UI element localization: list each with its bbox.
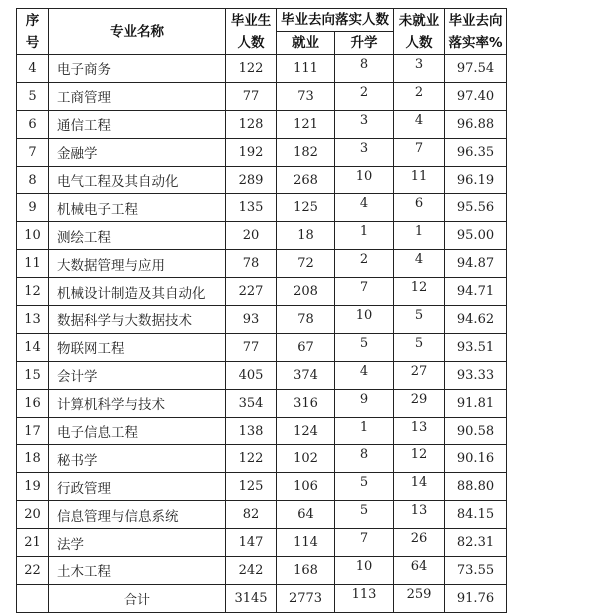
row-seq: 13 [17,306,49,334]
row-further-study: 4 [335,194,394,222]
row-employed: 168 [277,557,335,585]
row-employed: 106 [277,473,335,501]
row-further-study: 1 [335,417,394,445]
row-further-study: 3 [335,110,394,138]
row-unemployed: 4 [394,110,445,138]
row-seq: 14 [17,333,49,361]
row-rate: 90.58 [445,417,507,445]
row-unemployed: 29 [394,389,445,417]
row-seq: 21 [17,529,49,557]
row-further-study: 2 [335,82,394,110]
row-major: 电子信息工程 [49,417,226,445]
row-graduates: 289 [226,166,277,194]
row-unemployed: 7 [394,138,445,166]
row-seq: 8 [17,166,49,194]
row-rate: 88.80 [445,473,507,501]
row-unemployed: 11 [394,166,445,194]
table-row [17,389,507,417]
row-graduates: 135 [226,194,277,222]
row-rate: 91.81 [445,389,507,417]
row-major: 电气工程及其自动化 [49,166,226,194]
row-employed: 114 [277,529,335,557]
row-seq: 10 [17,222,49,250]
row-rate: 94.71 [445,278,507,306]
row-employed: 73 [277,82,335,110]
row-rate: 95.00 [445,222,507,250]
row-employed: 67 [277,333,335,361]
row-graduates: 20 [226,222,277,250]
row-unemployed: 27 [394,361,445,389]
row-rate: 93.51 [445,333,507,361]
row-employed: 182 [277,138,335,166]
table-row [17,166,507,194]
row-unemployed: 2 [394,82,445,110]
row-further-study: 4 [335,361,394,389]
row-unemployed: 26 [394,529,445,557]
row-further-study: 5 [335,333,394,361]
table-row [17,333,507,361]
total-employed: 2773 [277,584,335,612]
table-row [17,222,507,250]
row-employed: 72 [277,250,335,278]
row-major: 机械设计制造及其自动化 [49,278,226,306]
row-seq: 6 [17,110,49,138]
table-row [17,557,507,585]
row-employed: 64 [277,501,335,529]
row-further-study: 10 [335,306,394,334]
row-major: 土木工程 [49,557,226,585]
row-graduates: 77 [226,333,277,361]
row-graduates: 77 [226,82,277,110]
row-seq: 11 [17,250,49,278]
row-graduates: 138 [226,417,277,445]
row-major: 物联网工程 [49,333,226,361]
table-row [17,417,507,445]
row-rate: 82.31 [445,529,507,557]
row-major: 法学 [49,529,226,557]
row-major: 通信工程 [49,110,226,138]
row-major: 机械电子工程 [49,194,226,222]
row-major: 金融学 [49,138,226,166]
table-row [17,445,507,473]
row-graduates: 192 [226,138,277,166]
row-employed: 18 [277,222,335,250]
table-row [17,55,507,83]
row-unemployed: 5 [394,306,445,334]
total-graduates: 3145 [226,584,277,612]
row-graduates: 125 [226,473,277,501]
table-row [17,278,507,306]
header-unemployed: 未就业 人数 [394,9,445,55]
row-further-study: 5 [335,473,394,501]
row-further-study: 10 [335,166,394,194]
row-unemployed: 3 [394,55,445,83]
row-graduates: 82 [226,501,277,529]
row-rate: 97.54 [445,55,507,83]
row-major: 信息管理与信息系统 [49,501,226,529]
row-unemployed: 13 [394,501,445,529]
row-seq: 16 [17,389,49,417]
table-row [17,361,507,389]
row-major: 大数据管理与应用 [49,250,226,278]
row-seq: 4 [17,55,49,83]
row-rate: 96.88 [445,110,507,138]
table-row [17,473,507,501]
row-major: 电子商务 [49,55,226,83]
header-further-study: 升学 [335,32,394,55]
row-rate: 95.56 [445,194,507,222]
row-graduates: 78 [226,250,277,278]
row-further-study: 8 [335,445,394,473]
row-further-study: 9 [335,389,394,417]
row-further-study: 5 [335,501,394,529]
table-row [17,529,507,557]
row-rate: 93.33 [445,361,507,389]
table-row [17,138,507,166]
table-row [17,82,507,110]
row-seq: 15 [17,361,49,389]
header-placed-group: 毕业去向落实人数 [277,9,394,32]
row-employed: 208 [277,278,335,306]
row-graduates: 354 [226,389,277,417]
row-employed: 316 [277,389,335,417]
total-row [17,584,507,612]
table-body [17,55,507,613]
total-unemployed: 259 [394,584,445,612]
row-unemployed: 12 [394,278,445,306]
row-further-study: 7 [335,278,394,306]
row-major: 行政管理 [49,473,226,501]
row-unemployed: 13 [394,417,445,445]
row-employed: 111 [277,55,335,83]
row-seq: 18 [17,445,49,473]
row-employed: 125 [277,194,335,222]
table-row [17,250,507,278]
row-further-study: 3 [335,138,394,166]
total-seq [17,584,49,612]
row-unemployed: 4 [394,250,445,278]
row-rate: 96.19 [445,166,507,194]
row-major: 数据科学与大数据技术 [49,306,226,334]
row-rate: 94.87 [445,250,507,278]
row-seq: 9 [17,194,49,222]
row-rate: 84.15 [445,501,507,529]
row-unemployed: 5 [394,333,445,361]
row-unemployed: 12 [394,445,445,473]
row-graduates: 93 [226,306,277,334]
row-employed: 102 [277,445,335,473]
header-seq: 序 号 [17,9,49,55]
row-seq: 5 [17,82,49,110]
row-employed: 374 [277,361,335,389]
row-seq: 12 [17,278,49,306]
row-major: 计算机科学与技术 [49,389,226,417]
row-graduates: 405 [226,361,277,389]
row-unemployed: 64 [394,557,445,585]
row-major: 会计学 [49,361,226,389]
row-employed: 124 [277,417,335,445]
row-seq: 20 [17,501,49,529]
row-rate: 94.62 [445,306,507,334]
row-rate: 96.35 [445,138,507,166]
header-graduates: 毕业生 人数 [226,9,277,55]
header-rate: 毕业去向 落实率% [445,9,507,55]
row-major: 工商管理 [49,82,226,110]
row-employed: 78 [277,306,335,334]
row-seq: 17 [17,417,49,445]
row-major: 秘书学 [49,445,226,473]
header-major: 专业名称 [49,9,226,55]
row-further-study: 8 [335,55,394,83]
row-graduates: 227 [226,278,277,306]
header-employed: 就业 [277,32,335,55]
row-further-study: 10 [335,557,394,585]
table-row [17,194,507,222]
row-graduates: 242 [226,557,277,585]
row-unemployed: 14 [394,473,445,501]
row-employed: 268 [277,166,335,194]
row-employed: 121 [277,110,335,138]
row-major: 测绘工程 [49,222,226,250]
table-row [17,306,507,334]
row-seq: 22 [17,557,49,585]
row-rate: 97.40 [445,82,507,110]
row-rate: 90.16 [445,445,507,473]
table-row [17,501,507,529]
row-further-study: 1 [335,222,394,250]
row-seq: 7 [17,138,49,166]
total-further-study: 113 [335,584,394,612]
row-graduates: 122 [226,445,277,473]
row-graduates: 122 [226,55,277,83]
row-unemployed: 6 [394,194,445,222]
table-row [17,110,507,138]
employment-table [16,8,507,613]
row-seq: 19 [17,473,49,501]
row-further-study: 7 [335,529,394,557]
row-unemployed: 1 [394,222,445,250]
row-graduates: 128 [226,110,277,138]
row-graduates: 147 [226,529,277,557]
total-rate: 91.76 [445,584,507,612]
row-rate: 73.55 [445,557,507,585]
row-further-study: 2 [335,250,394,278]
total-label: 合计 [49,584,226,612]
